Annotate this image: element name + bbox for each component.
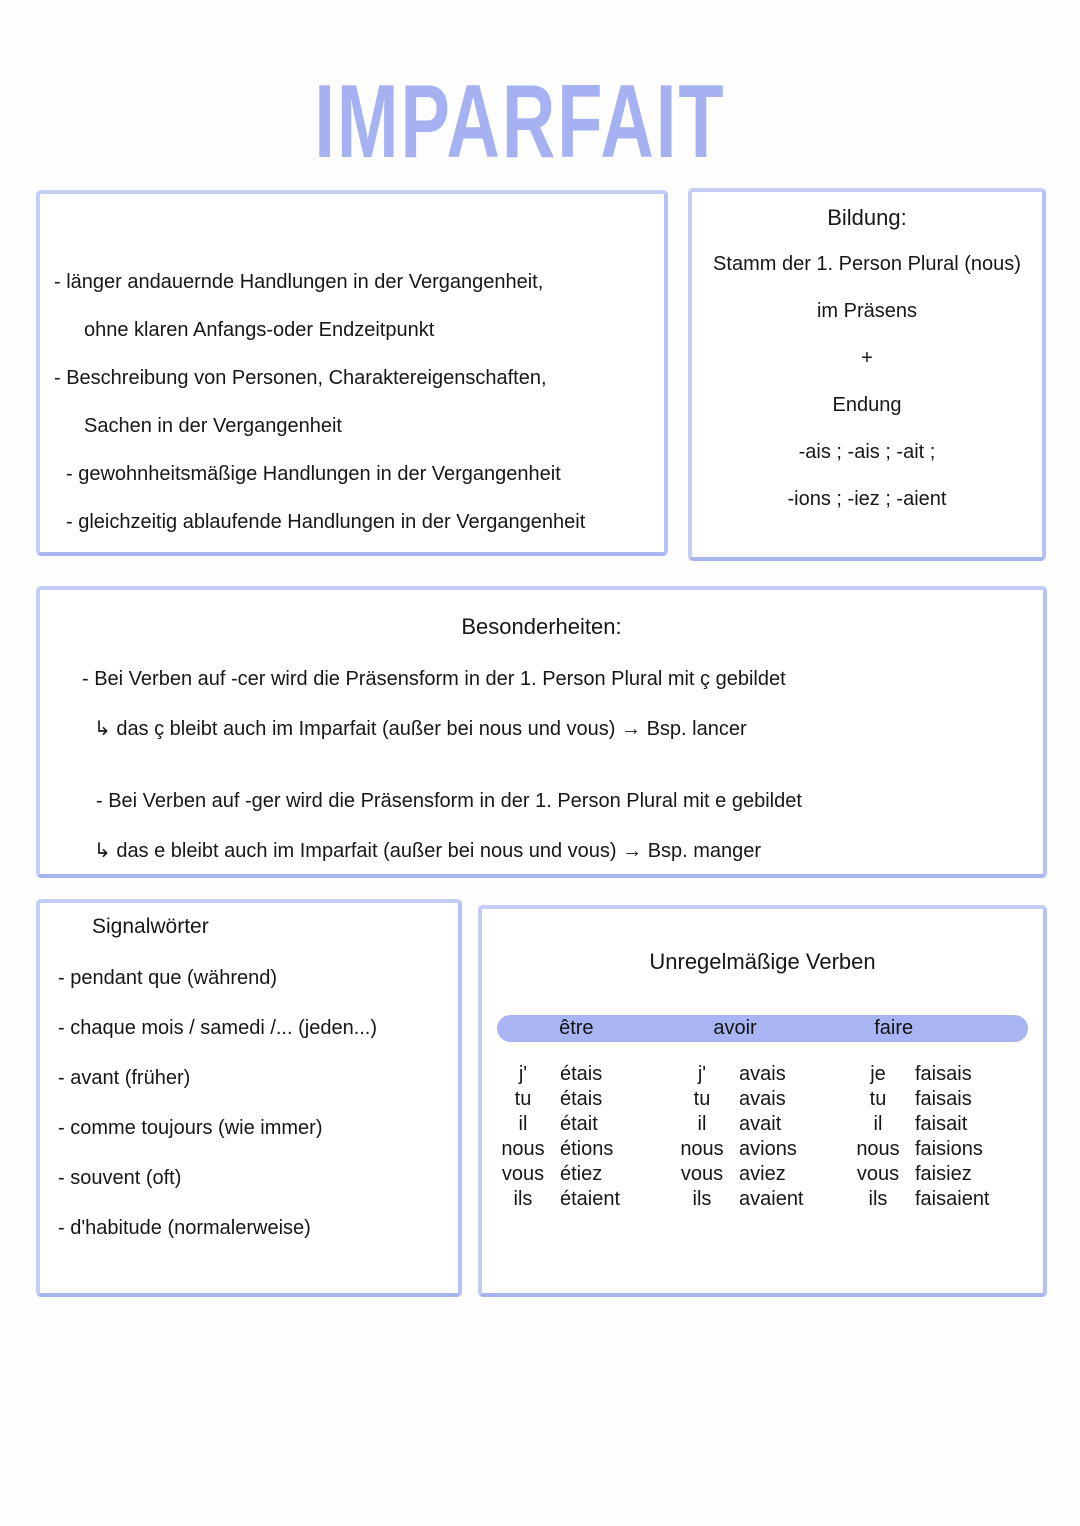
bildung-line: Stamm der 1. Person Plural (nous) bbox=[713, 253, 1021, 275]
verb-form-cell: avais bbox=[739, 1063, 786, 1085]
signalwort-item: - avant (früher) bbox=[58, 1067, 191, 1089]
pronoun-cell: ils bbox=[868, 1188, 888, 1210]
signalwort-item: - souvent (oft) bbox=[58, 1167, 182, 1189]
verb-form-cell: étais bbox=[560, 1088, 603, 1110]
conjugation-table-etre bbox=[496, 1062, 661, 1212]
bildung-box bbox=[688, 188, 1046, 561]
verb-form-cell: faisait bbox=[915, 1113, 968, 1135]
conjugation-row bbox=[496, 1162, 661, 1186]
conjugation-row bbox=[496, 1137, 661, 1161]
pronoun-cell: ils bbox=[692, 1188, 712, 1210]
signalwoerter-box bbox=[36, 899, 462, 1297]
verb-form-cell: étais bbox=[560, 1063, 603, 1085]
conjugation-row bbox=[496, 1087, 661, 1111]
pronoun-cell: vous bbox=[856, 1163, 900, 1185]
conjugation-row bbox=[496, 1062, 661, 1086]
verb-form-cell: faisais bbox=[915, 1088, 972, 1110]
pronoun-cell: nous bbox=[856, 1138, 900, 1160]
conjugation-row bbox=[675, 1137, 837, 1161]
conjugation-row bbox=[851, 1087, 1026, 1111]
verb-form-cell: étaient bbox=[560, 1188, 621, 1210]
conjugation-table-faire bbox=[851, 1062, 1026, 1212]
conjugation-table-avoir bbox=[675, 1062, 837, 1212]
verb-header-faire: faire bbox=[874, 1017, 914, 1039]
signalwort-item: - pendant que (während) bbox=[58, 967, 278, 989]
pronoun-cell: tu bbox=[869, 1088, 887, 1110]
besonderheiten-box bbox=[36, 586, 1047, 878]
signalwort-item: - chaque mois / samedi /... (jeden...) bbox=[58, 1017, 378, 1039]
pronoun-cell: nous bbox=[680, 1138, 724, 1160]
irregular-verbs-heading: Unregelmäßige Verben bbox=[649, 949, 876, 974]
signalwoerter-list bbox=[40, 953, 458, 1253]
verb-header-bar bbox=[497, 1015, 1028, 1042]
bildung-endings-line: -ions ; -iez ; -aient bbox=[787, 488, 947, 510]
verb-header-avoir: avoir bbox=[713, 1017, 757, 1039]
besonderheiten-heading: Besonderheiten: bbox=[461, 614, 622, 639]
pronoun-cell: il bbox=[873, 1113, 883, 1135]
besonderheiten-line: - Bei Verben auf -cer wird die Präsensform in der 1. Person Plural mit ç gebildet bbox=[82, 668, 786, 690]
conjugation-row bbox=[675, 1062, 837, 1086]
verb-form-cell: avaient bbox=[739, 1188, 804, 1210]
verb-form-cell: faisaient bbox=[915, 1188, 990, 1210]
besonderheiten-line: ↳ das ç bleibt auch im Imparfait (außer bei nous und vous) → Bsp. lancer bbox=[94, 718, 747, 740]
pronoun-cell: j' bbox=[697, 1063, 707, 1085]
usage-line: ohne klaren Anfangs-oder Endzeitpunkt bbox=[84, 319, 435, 341]
page-title: IMPARFAIT bbox=[314, 63, 726, 180]
conjugation-row bbox=[851, 1187, 1026, 1211]
conjugation-row bbox=[675, 1112, 837, 1136]
pronoun-cell: vous bbox=[680, 1163, 724, 1185]
conjugation-row bbox=[851, 1112, 1026, 1136]
usage-line: - gewohnheitsmäßige Handlungen in der Vergangenheit bbox=[66, 463, 561, 485]
signalwort-item: - comme toujours (wie immer) bbox=[58, 1117, 323, 1139]
signalwoerter-heading: Signalwörter bbox=[92, 915, 209, 938]
verb-form-cell: étions bbox=[560, 1138, 614, 1160]
usage-box bbox=[36, 190, 668, 556]
bildung-line: im Präsens bbox=[816, 300, 918, 322]
conjugation-row bbox=[851, 1137, 1026, 1161]
conjugation-row bbox=[851, 1062, 1026, 1086]
usage-line: - Beschreibung von Personen, Charaktereigenschaften, bbox=[54, 367, 547, 389]
verb-form-cell: étiez bbox=[560, 1163, 603, 1185]
signalwort-item: - d'habitude (normalerweise) bbox=[58, 1217, 311, 1239]
verb-form-cell: était bbox=[560, 1113, 598, 1135]
besonderheiten-line: - Bei Verben auf -ger wird die Präsensform in der 1. Person Plural mit e gebildet bbox=[96, 790, 802, 812]
verb-form-cell: avais bbox=[739, 1088, 786, 1110]
conjugation-tables bbox=[496, 1062, 1043, 1212]
verb-form-cell: aviez bbox=[739, 1163, 786, 1185]
verb-form-cell: faisais bbox=[915, 1063, 972, 1085]
conjugation-row bbox=[675, 1162, 837, 1186]
pronoun-cell: il bbox=[697, 1113, 707, 1135]
pronoun-cell: ils bbox=[513, 1188, 533, 1210]
pronoun-cell: il bbox=[518, 1113, 528, 1135]
plus-sign: + bbox=[861, 347, 873, 369]
conjugation-row bbox=[496, 1187, 661, 1211]
bildung-line: Endung bbox=[832, 394, 902, 416]
conjugation-row bbox=[675, 1087, 837, 1111]
pronoun-cell: j' bbox=[518, 1063, 528, 1085]
pronoun-cell: nous bbox=[501, 1138, 545, 1160]
conjugation-row bbox=[496, 1112, 661, 1136]
conjugation-row bbox=[851, 1162, 1026, 1186]
pronoun-cell: vous bbox=[501, 1163, 545, 1185]
verb-header-etre: être bbox=[559, 1017, 594, 1039]
usage-line: Sachen in der Vergangenheit bbox=[84, 415, 342, 437]
verb-form-cell: avait bbox=[739, 1113, 782, 1135]
conjugation-row bbox=[675, 1187, 837, 1211]
pronoun-cell: tu bbox=[693, 1088, 711, 1110]
pronoun-cell: tu bbox=[514, 1088, 532, 1110]
pronoun-cell: je bbox=[870, 1063, 886, 1085]
verb-form-cell: faisiez bbox=[915, 1163, 972, 1185]
verb-form-cell: faisions bbox=[915, 1138, 983, 1160]
usage-line: - gleichzeitig ablaufende Handlungen in der Vergangenheit bbox=[66, 511, 586, 533]
verb-form-cell: avions bbox=[739, 1138, 797, 1160]
irregular-verbs-box bbox=[478, 905, 1047, 1297]
bildung-heading: Bildung: bbox=[827, 205, 907, 230]
bildung-endings-line: -ais ; -ais ; -ait ; bbox=[798, 441, 936, 463]
usage-line: - länger andauernde Handlungen in der Vergangenheit, bbox=[54, 271, 544, 293]
besonderheiten-line: ↳ das e bleibt auch im Imparfait (außer bei nous und vous) → Bsp. manger bbox=[94, 840, 762, 862]
